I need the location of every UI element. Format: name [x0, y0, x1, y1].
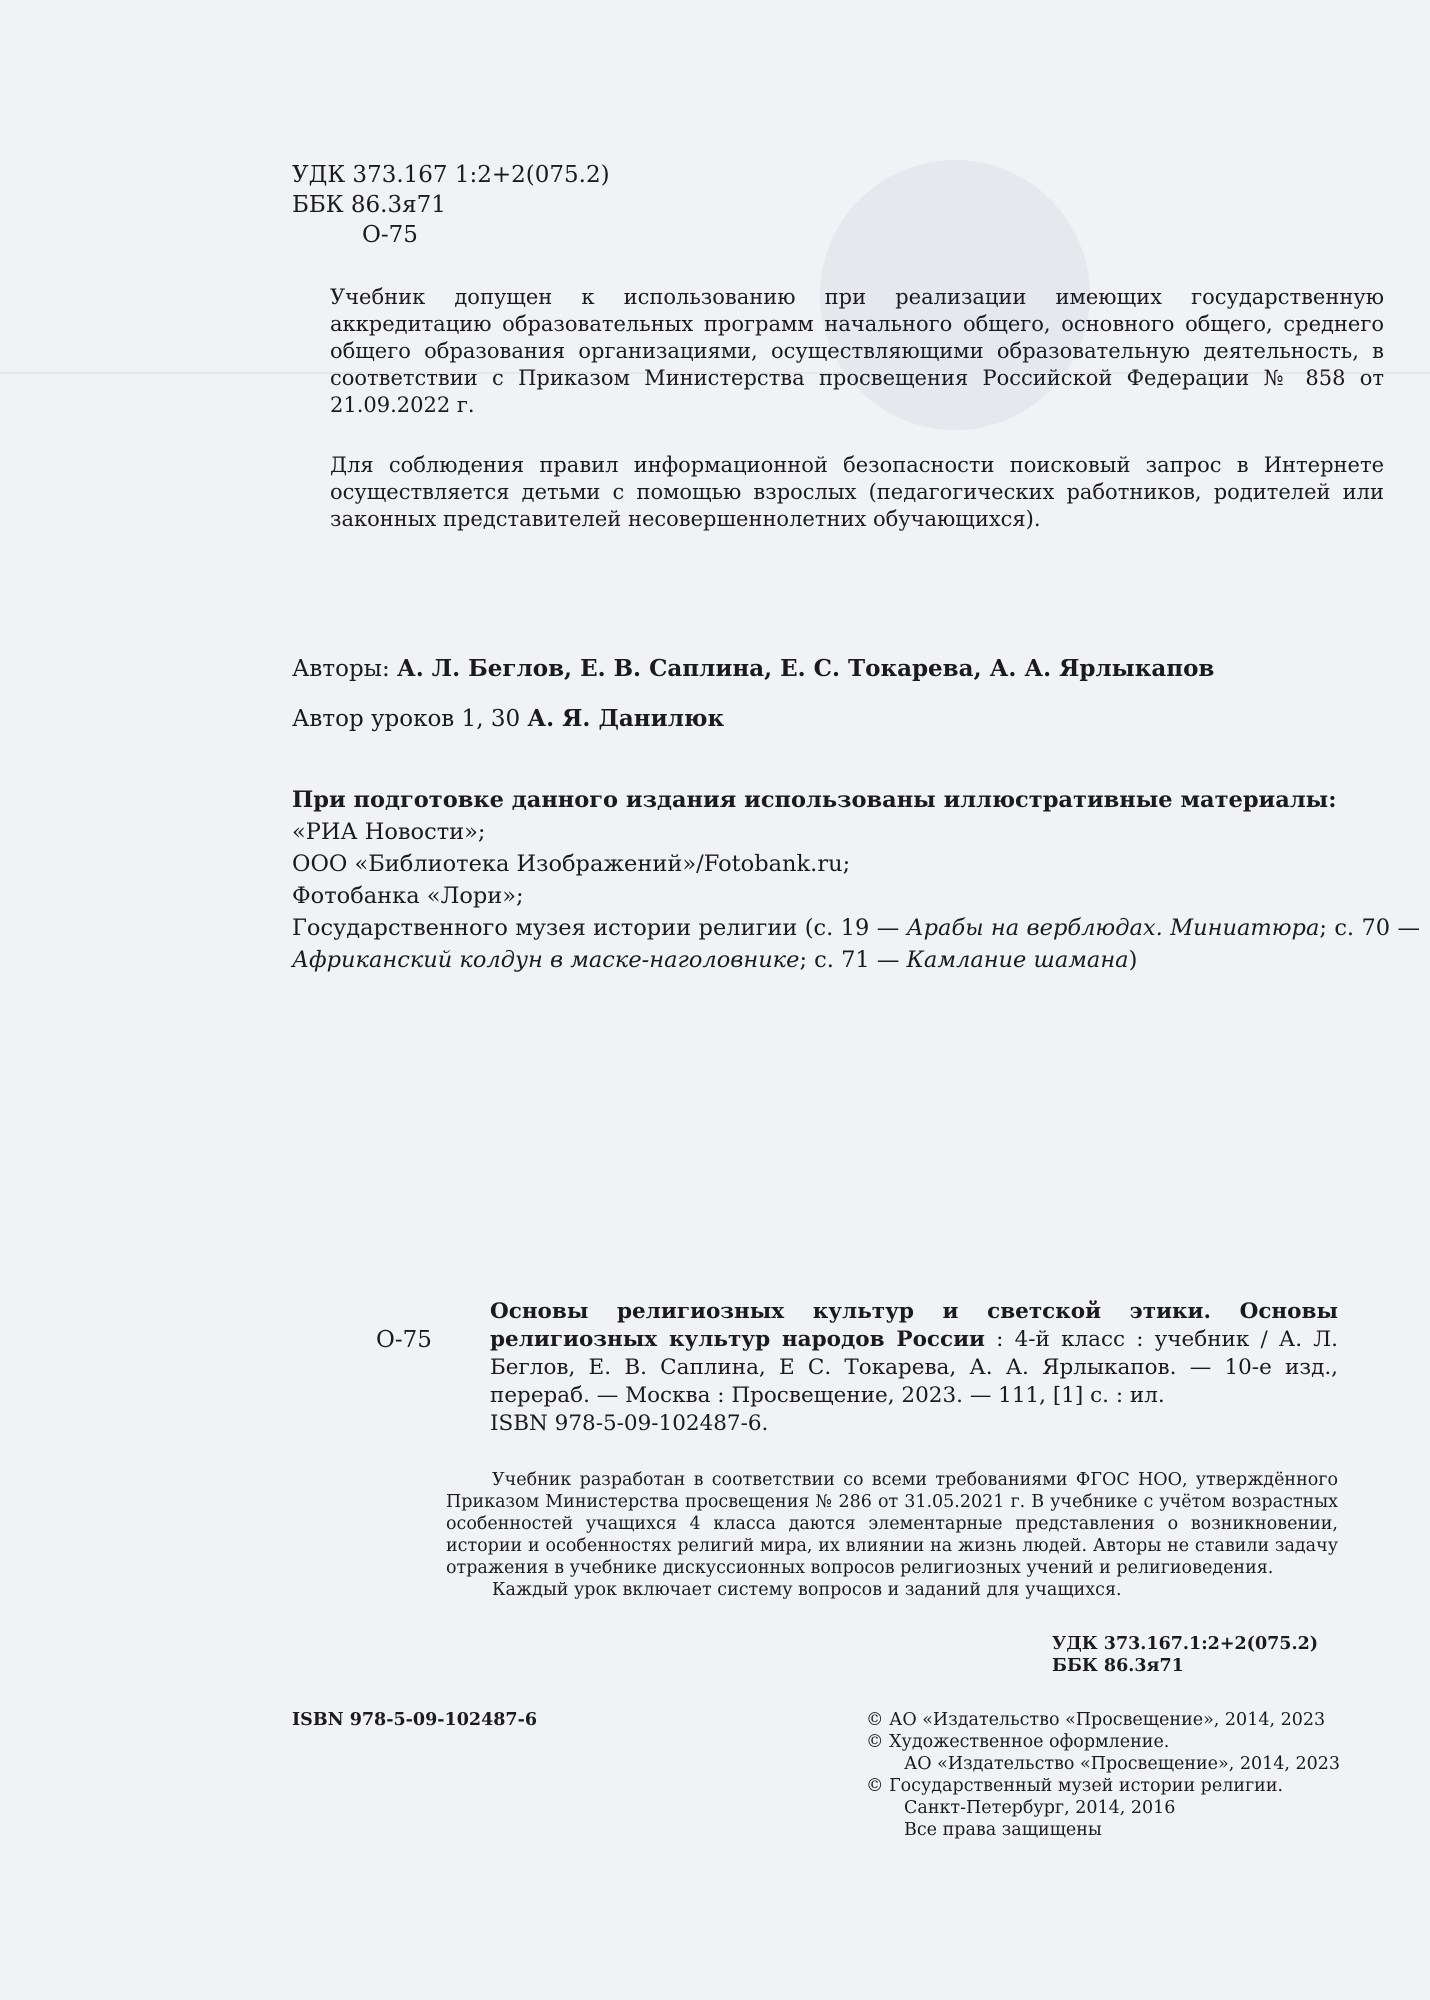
bbk-code: ББК 86.3я71	[292, 192, 446, 218]
bottom-classification	[1052, 1633, 1318, 1677]
lessons-author-label: Автор уроков 1, 30	[292, 706, 521, 732]
catalog-isbn: ISBN 978-5-09-102487-6.	[490, 1411, 769, 1436]
copyright-line-5: Санкт-Петербург, 2014, 2016	[904, 1798, 1176, 1818]
credit-museum: Государственного музея истории религии (с. 19 — Арабы на верблюдах. Миниатюра; с. 70 — Африканский колдун в маске-наголовнике; с. 71 — Камлание шамана)	[292, 915, 1421, 973]
credit-source-3: Фотобанка «Лори»;	[292, 883, 524, 909]
catalog-details: : 4-й класс : учебник / А. Л. Беглов, Е. В. Саплина, Е С. Токарева, А. А. Ярлыкапов. — 10-е изд., перераб. — Москва : Просвещение, 2023. — 111, [1] с. : ил.	[490, 1327, 1338, 1408]
authors-label: Авторы:	[292, 656, 390, 682]
copyright-line-4: © Государственный музей истории религии.	[866, 1776, 1284, 1796]
museum-item-2: Африканский колдун в маске-наголовнике	[292, 947, 800, 973]
copyright-line-6: Все права защищены	[904, 1820, 1102, 1840]
copyright-line-1: © АО «Издательство «Просвещение», 2014, 2023	[866, 1710, 1326, 1730]
museum-item-3: Камлание шамана	[906, 947, 1129, 973]
bottom-bbk: ББК 86.3я71	[1052, 1656, 1184, 1676]
illustration-credits	[292, 784, 1420, 976]
classification-header	[292, 160, 610, 250]
copyright-line-3: АО «Издательство «Просвещение», 2014, 2023	[904, 1754, 1341, 1774]
copyright-block	[866, 1709, 1340, 1841]
internet-safety-note: Для соблюдения правил информационной безопасности поисковый запрос в Интернете осуществляется детьми с помощью взрослых (педагогических работников, родителей или законных представителей несовершеннолетних обучающихся).	[330, 453, 1384, 531]
bottom-udk: УДК 373.167.1:2+2(075.2)	[1052, 1634, 1319, 1654]
author-mark: О-75	[362, 222, 418, 248]
annotation	[446, 1469, 1338, 1601]
approval-statement: Учебник допущен к использованию при реализации имеющих государственную аккредитацию образовательных программ начального общего, основного общего, среднего общего образования организациями, осуществляющими образовательную деятельность, в соответствии с Приказом Министерства просвещения Российской Федерации № 858 от 21.09.2022 г.	[330, 285, 1384, 417]
catalog-author-mark: О-75	[376, 1327, 432, 1353]
lessons-author-line	[292, 704, 724, 734]
udk-code: УДК 373.167 1:2+2(075.2)	[292, 162, 610, 188]
lessons-author-name: А. Я. Данилюк	[527, 705, 725, 732]
credit-source-1: «РИА Новости»;	[292, 819, 486, 845]
catalog-record	[490, 1298, 1338, 1438]
copyright-line-2: © Художественное оформление.	[866, 1732, 1170, 1752]
isbn: ISBN 978-5-09-102487-6	[292, 1710, 538, 1730]
catalog-description	[490, 1298, 1338, 1410]
illustration-credits-title: При подготовке данного издания использованы иллюстративные материалы:	[292, 787, 1337, 813]
catalog-title: Основы религиозных культур и светской этики. Основы религиозных культур народов России	[490, 1299, 1338, 1352]
authors-line	[292, 654, 1214, 684]
annotation-p2: Каждый урок включает систему вопросов и заданий для учащихся.	[492, 1580, 1122, 1600]
authors-names: А. Л. Беглов, Е. В. Саплина, Е. С. Токарева, А. А. Ярлыкапов	[397, 655, 1215, 682]
credit-source-2: ООО «Библиотека Изображений»/Fotobank.ru;	[292, 851, 851, 877]
museum-item-1: Арабы на верблюдах. Миниатюра	[906, 915, 1320, 941]
annotation-p1: Учебник разработан в соответствии со всеми требованиями ФГОС НОО, утверждённого Приказом Министерства просвещения № 286 от 31.05.2021 г. В учебнике с учётом возрастных особенностей учащихся 4 класса даются элементарные представления о возникновении, истории и особенностях религий мира, их влиянии на жизнь людей. Авторы не ставили задачу отражения в учебнике дискуссионных вопросов религиозных учений и религиоведения.	[446, 1470, 1338, 1578]
